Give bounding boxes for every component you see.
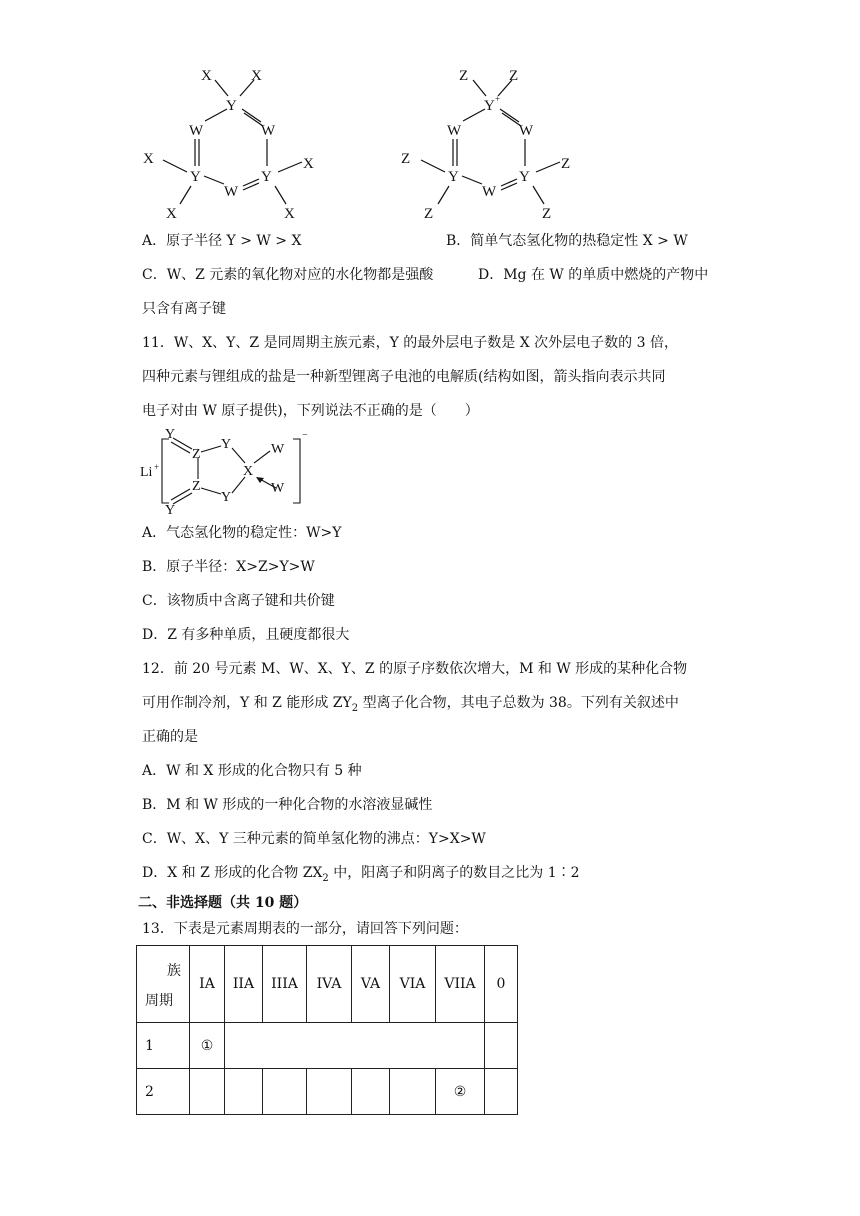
q10-s2-atom-6: Y [448, 169, 459, 185]
period-cell: 2 [137, 1069, 190, 1115]
q10-s1-atom-7: W [224, 184, 239, 200]
q11-anion-charge: − [302, 430, 308, 441]
q11-atom-5: W [271, 481, 285, 496]
q12-option-d-a: D．X 和 Z 形成的化合物 ZX [142, 865, 323, 881]
corner-group-label: 族 [167, 963, 181, 979]
q12-stem-2-sub: 2 [351, 702, 359, 714]
table-cell [225, 1069, 263, 1115]
q10-option-d-cont: 只含有离子键 [142, 301, 226, 317]
q12-stem-1: 12．前 20 号元素 M、W、X、Y、Z 的原子序数依次增大，M 和 W 形成的某种化合物 [142, 661, 688, 677]
table-corner-cell [137, 946, 190, 1023]
q11-option-c: C．该物质中含离子键和共价键 [142, 593, 335, 609]
q10-s2-atom-8: Y [519, 169, 530, 185]
q10-s2-atom-4: W [519, 123, 534, 139]
q10-s1-atom-11: X [284, 206, 295, 222]
q10-s1-atom-6: Y [190, 169, 201, 185]
q10-option-b: B．简单气态氢化物的热稳定性 X > W [446, 233, 688, 249]
group-header: VIA [390, 946, 436, 1023]
q10-s1-atom-4: W [261, 123, 276, 139]
q11-atom-3: X [243, 464, 254, 479]
group-header: 0 [485, 946, 518, 1023]
group-header: IVA [307, 946, 352, 1023]
table-cell [307, 1069, 352, 1115]
q10-s2-atom-1: Z [509, 68, 519, 84]
q11-li: Li [140, 465, 153, 480]
q11-atom-7: Y [221, 490, 232, 505]
q12-option-d-b: 中，阳离子和阴离子的数目之比为 1∶2 [328, 865, 580, 881]
q10-s1-atom-8: Y [261, 169, 272, 185]
table-cell [190, 1069, 225, 1115]
q10-s1-atom-3: W [189, 123, 204, 139]
q11-atom-8: Y [165, 503, 176, 517]
q12-stem-3: 正确的是 [142, 729, 198, 745]
empty-span-cell [225, 1023, 485, 1069]
q10-s2-atom-0: Z [459, 68, 469, 84]
table-cell [263, 1069, 307, 1115]
q12-stem-2-a: 可用作制冷剂，Y 和 Z 能形成 ZY [142, 695, 352, 711]
q11-atom-0: Y [165, 427, 176, 442]
q10-s1-atom-2: Y [226, 98, 237, 114]
q11-atom-1: Z [192, 447, 201, 462]
periodic-table-fragment [136, 945, 518, 1115]
q11-option-a: A．气态氢化物的稳定性：W>Y [142, 525, 342, 541]
q10-s2-atom-3: W [447, 123, 462, 139]
q10-option-c: C．W、Z 元素的氧化物对应的水化物都是强酸 [142, 267, 434, 283]
q12-option-d-sub: 2 [322, 872, 329, 884]
element-mark-cell: ① [190, 1023, 225, 1069]
table-cell [352, 1069, 390, 1115]
q12-stem-2 [142, 693, 679, 719]
table-cell [485, 1069, 518, 1115]
q11-li-charge: + [154, 462, 160, 472]
table-row [137, 1023, 518, 1069]
q11-option-b: B．原子半径：X>Z>Y>W [142, 559, 315, 575]
table-cell [390, 1069, 436, 1115]
q10-s2-atom-10: Z [424, 206, 434, 222]
q10-s1-atom-10: X [166, 206, 177, 222]
group-header: IIIA [263, 946, 307, 1023]
q10-s1-atom-1: X [251, 68, 262, 84]
q10-s1-atom-0: X [201, 68, 212, 84]
q12-option-d [142, 863, 580, 889]
table-row [137, 1069, 518, 1115]
q11-structure [140, 425, 320, 517]
corner-period-label: 周期 [145, 993, 173, 1009]
q10-structure-1 [138, 62, 338, 227]
q10-option-a: A．原子半径 Y > W > X [142, 233, 302, 249]
group-header: IIA [225, 946, 263, 1023]
q10-s2-charge: + [495, 94, 501, 104]
q12-stem-2-b: 型离子化合物，其电子总数为 38。下列有关叙述中 [358, 695, 679, 711]
element-mark-cell: ② [436, 1069, 485, 1115]
q13-stem: 13．下表是元素周期表的一部分，请回答下列问题： [142, 921, 468, 937]
group-header: VA [352, 946, 390, 1023]
q10-s2-atom-9: Z [561, 156, 571, 172]
section-2-title: 二、非选择题（共 10 题） [138, 895, 308, 911]
q10-s2-atom-2: Y [484, 98, 495, 114]
group-header: VIIA [436, 946, 485, 1023]
q11-atom-6: Z [192, 479, 201, 494]
q10-s2-atom-11: Z [542, 206, 552, 222]
q11-stem-2: 四种元素与锂组成的盐是一种新型锂离子电池的电解质(结构如图，箭头指向表示共同 [142, 369, 666, 385]
group-header: IA [190, 946, 225, 1023]
table-cell [485, 1023, 518, 1069]
q11-stem-3: 电子对由 W 原子提供)，下列说法不正确的是（ ） [142, 403, 479, 419]
q12-option-a: A．W 和 X 形成的化合物只有 5 种 [142, 763, 362, 779]
q12-option-c: C．W、X、Y 三种元素的简单氢化物的沸点：Y>X>W [142, 831, 486, 847]
q10-s2-atom-5: Z [401, 151, 411, 167]
q11-atom-2: Y [221, 437, 232, 452]
q12-option-b: B．M 和 W 形成的一种化合物的水溶液显碱性 [142, 797, 433, 813]
q10-s1-atom-9: X [303, 156, 314, 172]
q10-s1-atom-5: X [143, 151, 154, 167]
q10-option-d: D．Mg 在 W 的单质中燃烧的产物中 [478, 267, 709, 283]
q11-option-d: D．Z 有多种单质，且硬度都很大 [142, 627, 350, 643]
q10-structure-2 [396, 62, 596, 227]
period-cell: 1 [137, 1023, 190, 1069]
q11-stem-1: 11．W、X、Y、Z 是同周期主族元素，Y 的最外层电子数是 X 次外层电子数的 3 倍， [142, 335, 678, 351]
q11-atom-4: W [271, 442, 285, 457]
table-header-row [137, 946, 518, 1023]
q10-s2-atom-7: W [482, 184, 497, 200]
